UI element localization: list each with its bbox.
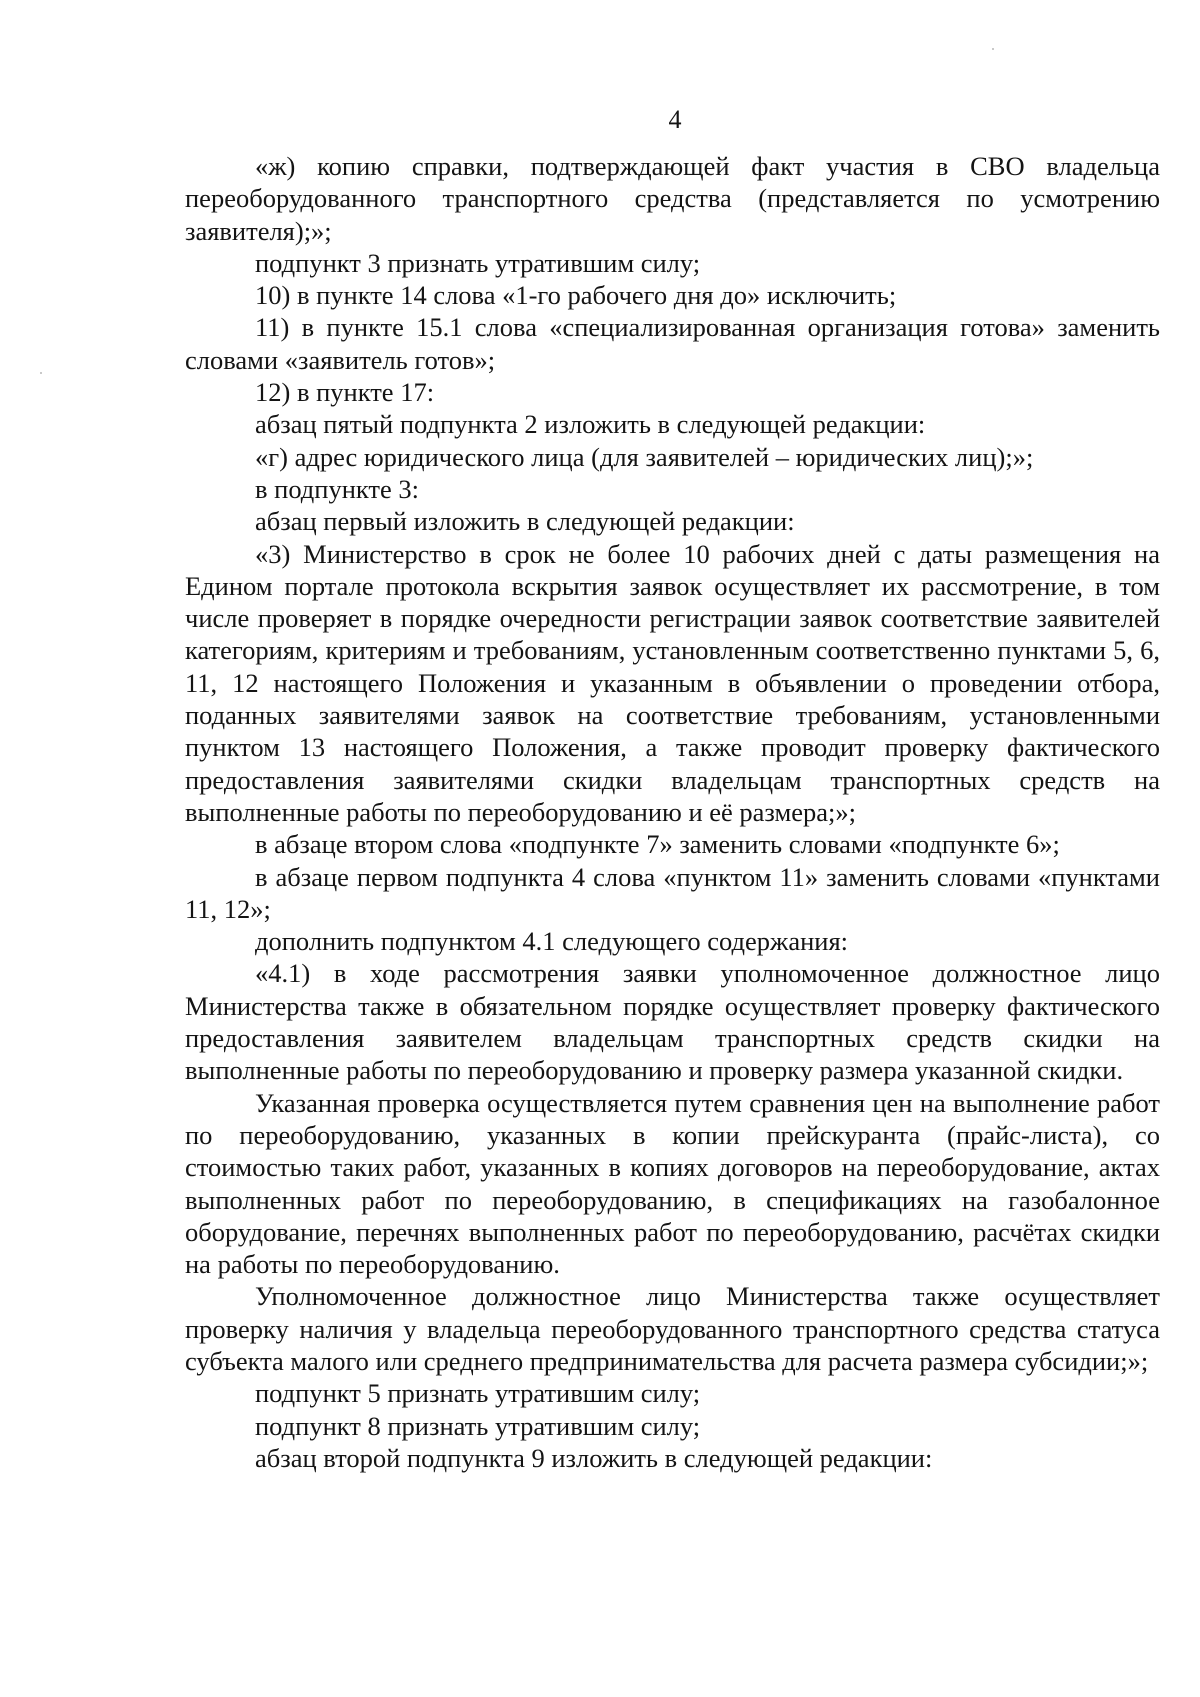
scan-speck xyxy=(40,372,42,374)
document-body xyxy=(185,150,1160,1474)
paragraph-6: абзац пятый подпункта 2 изложить в следующей редакции: xyxy=(255,409,926,440)
paragraph-11: в абзаце втором слова «подпункте 7» заменить словами «подпункте 6»; xyxy=(255,829,1060,860)
paragraph-17: подпункт 5 признать утратившим силу; xyxy=(255,1378,701,1409)
paragraph-4: 11) в пункте 15.1 слова «специализированная организация готова» заменить словами «заявитель готов»; xyxy=(185,312,1160,375)
paragraph-12: в абзаце первом подпункта 4 слова «пунктом 11» заменить словами «пунктами 11, 12»; xyxy=(185,861,1160,924)
paragraph-1: «ж) копию справки, подтверждающей факт участия в СВО владельца переоборудованного транспортного средства (представляется по усмотрению заявителя);»; xyxy=(185,151,1160,246)
paragraph-3: 10) в пункте 14 слова «1-го рабочего дня до» исключить; xyxy=(255,280,897,311)
paragraph-7: «г) адрес юридического лица (для заявителей – юридических лиц);»; xyxy=(255,441,1034,472)
paragraph-2: подпункт 3 признать утратившим силу; xyxy=(255,247,701,278)
paragraph-18: подпункт 8 признать утратившим силу; xyxy=(255,1410,701,1441)
paragraph-13: дополнить подпунктом 4.1 следующего содержания: xyxy=(255,926,849,957)
paragraph-16: Уполномоченное должностное лицо Министерства также осуществляет проверку наличия у владельца переоборудованного транспортного средства статуса субъекта малого или среднего предпринимательства для расчета размера субсидии;»; xyxy=(185,1281,1160,1376)
paragraph-5: 12) в пункте 17: xyxy=(255,377,435,408)
paragraph-9: абзац первый изложить в следующей редакции: xyxy=(255,506,795,537)
paragraph-15: Указанная проверка осуществляется путем сравнения цен на выполнение работ по переоборудованию, указанных в копии прейскуранта (прайс-листа), со стоимостью таких работ, указанных в копиях договоров на переоборудование, актах выполненных работ по переоборудованию, в спецификациях на газобалонное оборудование, перечнях выполненных работ по переоборудованию, расчётах скидки на работы по переоборудованию. xyxy=(185,1087,1160,1280)
paragraph-8: в подпункте 3: xyxy=(255,473,420,504)
paragraph-14: «4.1) в ходе рассмотрения заявки уполномоченное должностное лицо Министерства также в обязательном порядке осуществляет проверку фактического предоставления заявителем владельцам транспортных средств скидки на выполненные работы по переоборудованию и проверку размера указанной скидки. xyxy=(185,958,1160,1086)
paragraph-19: абзац второй подпункта 9 изложить в следующей редакции: xyxy=(255,1442,933,1473)
page-number: 4 xyxy=(668,105,682,134)
scan-speck xyxy=(992,48,994,50)
paragraph-10: «3) Министерство в срок не более 10 рабочих дней с даты размещения на Едином портале протокола вскрытия заявок осуществляет их рассмотрение, в том числе проверяет в порядке очередности регистрации заявок соответствие заявителей категориям, критериям и требованиям, установленным соответственно пунктами 5, 6, 11, 12 настоящего Положения и указанным в объявлении о проведении отбора, поданных заявителями заявок на соответствие требованиям, установленными пунктом 13 настоящего Положения, а также проводит проверку фактического предоставления заявителями скидки владельцам транспортных средств на выполненные работы по переоборудованию и её размера;»; xyxy=(185,538,1160,827)
